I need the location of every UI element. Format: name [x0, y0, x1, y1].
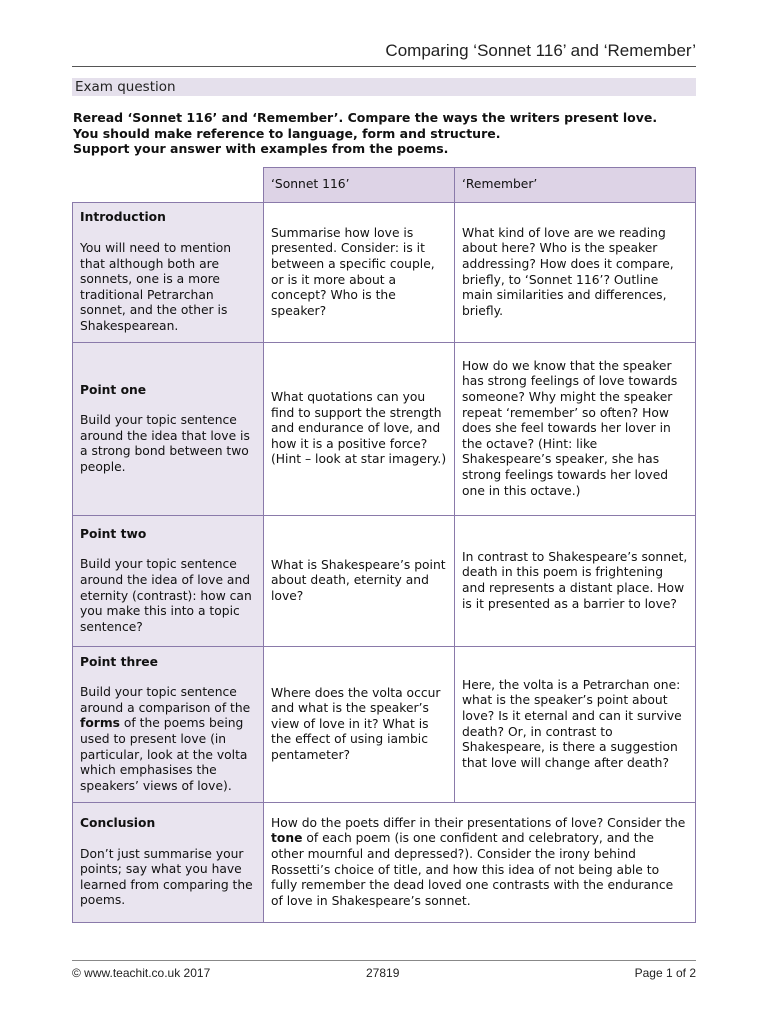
footer-resource-code: 27819	[366, 966, 400, 980]
essay-plan-table	[72, 167, 696, 923]
instruction-line-2: You should make reference to language, form and structure.	[73, 125, 501, 141]
conclusion-merged-b: of each poem (is one confident and celebratory, and the other mournful and depressed?). Consider the irony behind Rossetti’s choice of title, and how this idea of not being able to fully remember the dead loved one contrasts with the endurance of love in Shakespeare’s sonnet.	[271, 831, 674, 908]
footer-copyright: © www.teachit.co.uk 2017	[72, 966, 211, 980]
point-one-title: Point one	[80, 382, 147, 397]
point-three-remember-cell: Here, the volta is a Petrarchan one: what is the speaker’s point about love? Is it eternal and can it survive death? Or, in contrast to Shakespeare, is there a suggestion that love will change after death?	[455, 647, 696, 803]
introduction-text: You will need to mention that although both are sonnets, one is a more traditional Petrarchan sonnet, and the other is Shakespearean.	[80, 241, 232, 333]
point-three-cell	[73, 647, 264, 803]
point-two-title: Point two	[80, 526, 147, 541]
column-header-remember: ‘Remember’	[455, 168, 696, 203]
exam-instructions	[73, 110, 697, 157]
point-three-text	[80, 685, 250, 793]
point-two-text: Build your topic sentence around the idea of love and eternity (contrast): how can you make this into a topic sentence?	[80, 557, 252, 634]
footer-page-number: Page 1 of 2	[634, 966, 696, 980]
introduction-sonnet-cell: Summarise how love is presented. Consider: is it between a specific couple, or is it more about a concept? Who is the speaker?	[264, 203, 455, 343]
introduction-title: Introduction	[80, 210, 166, 225]
table-row	[73, 343, 696, 516]
conclusion-cell	[73, 803, 264, 923]
table-row	[73, 203, 696, 343]
point-two-remember-cell: In contrast to Shakespeare’s sonnet, death in this poem is frightening and represents a distant place. How is it presented as a barrier to love?	[455, 516, 696, 647]
point-three-text-bold: forms	[80, 716, 120, 731]
point-one-sonnet-cell: What quotations can you find to support the strength and endurance of love, and how it is a positive force? (Hint – look at star imagery.)	[264, 343, 455, 516]
point-one-text: Build your topic sentence around the idea that love is a strong bond between two people.	[80, 413, 250, 474]
column-header-sonnet-116: ‘Sonnet 116’	[264, 168, 455, 203]
conclusion-text: Don’t just summarise your points; say what you have learned from comparing the poems.	[80, 846, 253, 908]
point-two-cell	[73, 516, 264, 647]
instruction-line-3: Support your answer with examples from the poems.	[73, 141, 449, 157]
introduction-remember-cell: What kind of love are we reading about here? Who is the speaker addressing? How does it compare, briefly, to ‘Sonnet 116’? Outline main similarities and differences, briefly.	[455, 203, 696, 343]
conclusion-merged-bold: tone	[271, 831, 303, 846]
point-one-remember-cell: How do we know that the speaker has strong feelings of love towards someone? Why might the speaker repeat ‘remember’ so often? How does she feel towards her lover in the octave? (Hint: like Shakespeare’s speaker, she has strong feelings towards her loved one in this octave.)	[455, 343, 696, 516]
conclusion-merged-a: How do the poets differ in their presentations of love? Consider the	[271, 815, 686, 830]
header-blank-cell	[73, 168, 264, 203]
point-three-text-a: Build your topic sentence around a comparison of the	[80, 685, 251, 715]
table-header-row	[73, 168, 696, 203]
introduction-cell	[73, 203, 264, 343]
conclusion-title: Conclusion	[80, 816, 156, 831]
point-three-sonnet-cell: Where does the volta occur and what is the speaker’s view of love in it? What is the effect of using iambic pentameter?	[264, 647, 455, 803]
exam-question-heading: Exam question	[72, 78, 696, 96]
table-row	[73, 803, 696, 923]
point-two-sonnet-cell: What is Shakespeare’s point about death, eternity and love?	[264, 516, 455, 647]
header-divider	[72, 66, 696, 67]
table-row	[73, 516, 696, 647]
point-three-title: Point three	[80, 654, 158, 669]
point-one-cell	[73, 343, 264, 516]
conclusion-merged-cell	[264, 803, 696, 923]
footer-divider	[72, 960, 696, 961]
page-title: Comparing ‘Sonnet 116’ and ‘Remember’	[385, 41, 696, 60]
point-three-text-b: of the poems being used to present love (in particular, look at the volta which emphasises the speakers’ views of love).	[80, 716, 248, 793]
instruction-line-1: Reread ‘Sonnet 116’ and ‘Remember’. Compare the ways the writers present love.	[73, 110, 658, 125]
table-row	[73, 647, 696, 803]
